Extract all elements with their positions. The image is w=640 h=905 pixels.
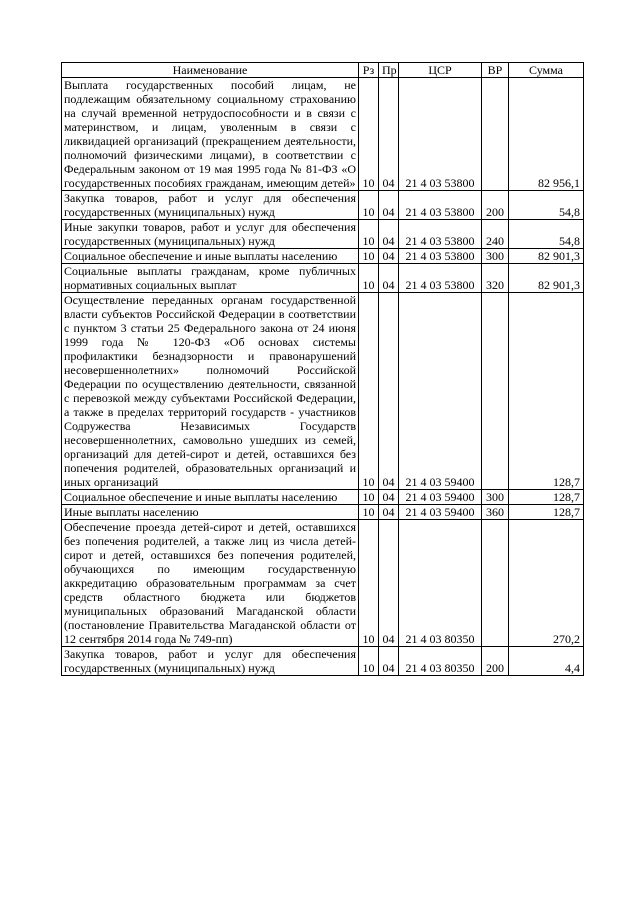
row-rz: 10 <box>359 505 379 520</box>
row-name: Социальные выплаты гражданам, кроме публичных нормативных социальных выплат <box>62 264 359 293</box>
row-vr <box>482 78 509 191</box>
row-vr: 200 <box>482 191 509 220</box>
row-rz: 10 <box>359 293 379 490</box>
budget-table <box>61 62 584 676</box>
table-row <box>62 191 584 220</box>
row-sum: 4,4 <box>509 647 584 676</box>
row-rz: 10 <box>359 490 379 505</box>
table-row <box>62 293 584 490</box>
row-pr: 04 <box>379 490 399 505</box>
table-row <box>62 490 584 505</box>
row-sum: 128,7 <box>509 490 584 505</box>
table-row <box>62 520 584 647</box>
row-name: Осуществление переданных органам государственной власти субъектов Российской Федерации в соответствии с пунктом 3 статьи 25 Федерального закона от 24 июня 1999 года № 120-ФЗ «Об основах системы профилактики безнадзорности и правонарушений несовершеннолетних» полномочий Российской Федерации по осуществлению деятельности, связанной с перевозкой между субъектами Российской Федерации, а также в пределах территорий государств - участников Содружества Независимых Государств несовершеннолетних, самовольно ушедших из семей, организаций для детей-сирот и детей, оставшихся без попечения родителей, образовательных организаций и иных организаций <box>62 293 359 490</box>
row-name: Иные выплаты населению <box>62 505 359 520</box>
row-name: Выплата государственных пособий лицам, не подлежащим обязательному социальному страхованию на случай временной нетрудоспособности и в связи с материнством, и лицам, уволенным в связи с ликвидацией организаций (прекращением деятельности, полномочий физическими лицами), в соответствии с Федеральным законом от 19 мая 1995 года № 81-ФЗ «О государственных пособиях гражданам, имеющим детей» <box>62 78 359 191</box>
row-pr: 04 <box>379 505 399 520</box>
row-sum: 128,7 <box>509 505 584 520</box>
row-vr: 300 <box>482 249 509 264</box>
row-sum: 54,8 <box>509 191 584 220</box>
table-header-row <box>62 63 584 78</box>
row-vr: 240 <box>482 220 509 249</box>
row-csr: 21 4 03 53800 <box>399 78 482 191</box>
row-csr: 21 4 03 53800 <box>399 264 482 293</box>
header-csr: ЦСР <box>399 63 482 78</box>
row-pr: 04 <box>379 220 399 249</box>
header-name: Наименование <box>62 63 359 78</box>
table-row <box>62 78 584 191</box>
row-rz: 10 <box>359 191 379 220</box>
row-rz: 10 <box>359 78 379 191</box>
row-rz: 10 <box>359 249 379 264</box>
row-name: Закупка товаров, работ и услуг для обеспечения государственных (муниципальных) нужд <box>62 191 359 220</box>
row-name: Социальное обеспечение и иные выплаты населению <box>62 249 359 264</box>
row-csr: 21 4 03 80350 <box>399 647 482 676</box>
row-pr: 04 <box>379 264 399 293</box>
table-row <box>62 647 584 676</box>
row-vr: 200 <box>482 647 509 676</box>
row-csr: 21 4 03 53800 <box>399 249 482 264</box>
row-name: Социальное обеспечение и иные выплаты населению <box>62 490 359 505</box>
row-sum: 270,2 <box>509 520 584 647</box>
row-pr: 04 <box>379 249 399 264</box>
row-pr: 04 <box>379 293 399 490</box>
header-vr: ВР <box>482 63 509 78</box>
header-sum: Сумма <box>509 63 584 78</box>
table-row <box>62 264 584 293</box>
row-vr: 360 <box>482 505 509 520</box>
row-sum: 128,7 <box>509 293 584 490</box>
header-pr: Пр <box>379 63 399 78</box>
row-vr <box>482 293 509 490</box>
row-vr: 320 <box>482 264 509 293</box>
row-vr: 300 <box>482 490 509 505</box>
row-csr: 21 4 03 80350 <box>399 520 482 647</box>
row-csr: 21 4 03 53800 <box>399 220 482 249</box>
row-csr: 21 4 03 59400 <box>399 293 482 490</box>
row-rz: 10 <box>359 264 379 293</box>
row-name: Закупка товаров, работ и услуг для обеспечения государственных (муниципальных) нужд <box>62 647 359 676</box>
row-rz: 10 <box>359 220 379 249</box>
header-rz: Рз <box>359 63 379 78</box>
row-pr: 04 <box>379 191 399 220</box>
table-row <box>62 505 584 520</box>
row-csr: 21 4 03 59400 <box>399 505 482 520</box>
row-sum: 82 901,3 <box>509 249 584 264</box>
row-sum: 82 956,1 <box>509 78 584 191</box>
row-pr: 04 <box>379 78 399 191</box>
row-rz: 10 <box>359 647 379 676</box>
row-sum: 54,8 <box>509 220 584 249</box>
row-vr <box>482 520 509 647</box>
table-row <box>62 249 584 264</box>
row-name: Обеспечение проезда детей-сирот и детей, оставшихся без попечения родителей, а также лиц из числа детей-сирот и детей, оставшихся без попечения родителей, обучающихся по имеющим государственную аккредитацию образовательным программам за счет средств областного бюджета или бюджетов муниципальных образований Магаданской области (постановление Правительства Магаданской области от 12 сентября 2014 года № 749-пп) <box>62 520 359 647</box>
row-pr: 04 <box>379 647 399 676</box>
table-row <box>62 220 584 249</box>
row-sum: 82 901,3 <box>509 264 584 293</box>
row-pr: 04 <box>379 520 399 647</box>
row-csr: 21 4 03 53800 <box>399 191 482 220</box>
row-name: Иные закупки товаров, работ и услуг для обеспечения государственных (муниципальных) нужд <box>62 220 359 249</box>
row-rz: 10 <box>359 520 379 647</box>
row-csr: 21 4 03 59400 <box>399 490 482 505</box>
